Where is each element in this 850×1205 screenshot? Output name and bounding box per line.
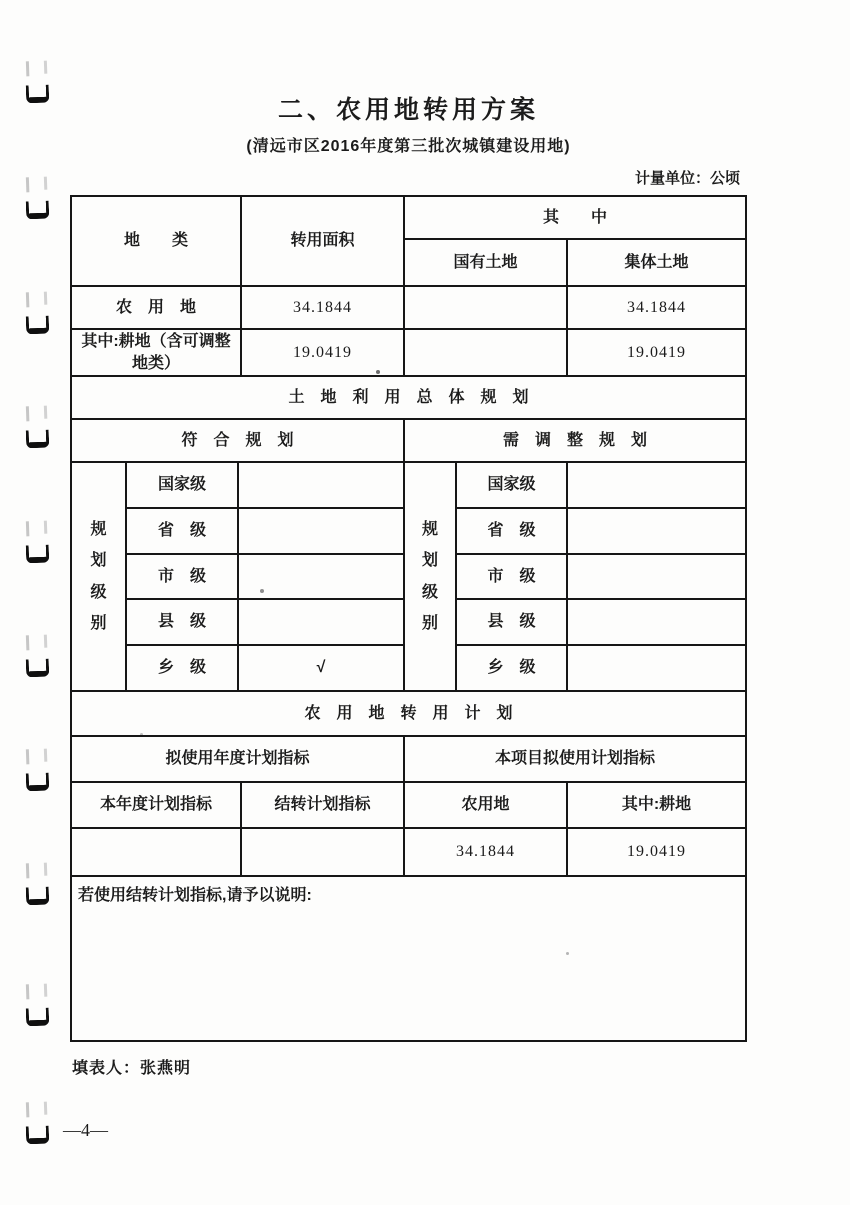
comply-level-label (72, 463, 127, 690)
level-name: 市 级 (127, 555, 239, 599)
col-agri: 农用地 (405, 783, 568, 827)
row-state-owned (405, 330, 568, 375)
table-header-row (72, 197, 745, 287)
adjust-title: 需 调 整 规 划 (502, 431, 647, 449)
comply-title: 符 合 规 划 (72, 420, 405, 461)
val-agri: 34.1844 (405, 829, 568, 875)
adjust-value (568, 600, 745, 644)
plan-columns-row (72, 783, 745, 829)
punch-hole-mark (26, 201, 50, 220)
comply-value (239, 600, 403, 644)
row-area: 19.0419 (242, 330, 405, 375)
comply-value (239, 509, 403, 553)
punch-hole-mark (26, 430, 50, 449)
comply-checkmark: √ (316, 659, 326, 677)
planning-section-header (72, 377, 745, 420)
punch-hole-mark (26, 85, 50, 104)
table-row (72, 330, 745, 377)
level-name: 县 级 (127, 600, 239, 644)
header-state-owned: 国有土地 (405, 240, 568, 285)
page-number: —4— (63, 1120, 108, 1140)
page-subtitle: (清远市区2016年度第三批次城镇建设用地) (246, 138, 571, 155)
plan-section-title: 农 用 地 转 用 计 划 (304, 704, 513, 722)
row-collective: 19.0419 (627, 343, 686, 361)
form-filler-label: 填表人：张燕明 (72, 1060, 192, 1077)
level-name: 乡 级 (127, 646, 239, 690)
punch-hole-mark (26, 1008, 50, 1027)
punch-hole-mark (26, 1126, 50, 1145)
level-name: 市 级 (457, 555, 568, 599)
punch-hole-mark (26, 659, 50, 678)
val-cultivated: 19.0419 (627, 843, 686, 861)
planning-level-vertical-label: 规划级别 (90, 521, 107, 632)
col-cultivated: 其中:耕地 (621, 796, 692, 814)
page-title: 二、农用地转用方案 (277, 96, 539, 124)
planning-levels-row (72, 463, 745, 692)
annual-indicator-title: 拟使用年度计划指标 (72, 737, 405, 781)
header-conversion-area: 转用面积 (242, 197, 405, 285)
plan-subheader-row (72, 737, 745, 783)
punch-hole-mark (26, 773, 50, 792)
comply-block (72, 463, 405, 690)
row-state-owned (405, 287, 568, 328)
level-name: 国家级 (127, 463, 239, 507)
level-name: 乡 级 (457, 646, 568, 690)
adjust-value (568, 646, 745, 690)
note-row (72, 877, 745, 1040)
plan-section-header (72, 692, 745, 737)
planning-level-vertical-label: 规划级别 (421, 521, 438, 632)
unit-label: 计量单位：公顷 (634, 170, 740, 187)
row-area: 34.1844 (242, 287, 405, 328)
comply-value (239, 463, 403, 507)
adjust-level-label (405, 463, 457, 690)
adjust-block (405, 463, 745, 690)
header-of-which: 其 中 (405, 197, 745, 240)
planning-section-title: 土 地 利 用 总 体 规 划 (288, 388, 529, 406)
land-conversion-table (70, 195, 747, 1042)
col-carryover: 结转计划指标 (242, 783, 405, 827)
level-name: 省 级 (457, 509, 568, 553)
plan-values-row (72, 829, 745, 877)
header-collective: 集体土地 (624, 253, 689, 271)
project-indicator-title: 本项目拟使用计划指标 (494, 750, 655, 768)
table-row (72, 287, 745, 330)
adjust-value (568, 463, 745, 507)
row-collective: 34.1844 (627, 298, 686, 316)
level-name: 省 级 (127, 509, 239, 553)
adjust-value (568, 555, 745, 599)
adjust-value (568, 509, 745, 553)
punch-hole-mark (26, 545, 50, 564)
row-label: 其中:耕地（含可调整地类） (72, 330, 242, 375)
level-name: 县 级 (457, 600, 568, 644)
row-label: 农 用 地 (72, 287, 242, 328)
planning-subheader-row (72, 420, 745, 463)
header-land-type: 地 类 (72, 197, 242, 285)
val-carryover (242, 829, 405, 875)
val-annual (72, 829, 242, 875)
carryover-note: 若使用结转计划指标,请予以说明: (78, 887, 312, 904)
punch-hole-mark (26, 887, 50, 906)
comply-value (239, 555, 403, 599)
col-annual: 本年度计划指标 (72, 783, 242, 827)
level-name: 国家级 (457, 463, 568, 507)
punch-hole-mark (26, 316, 50, 335)
